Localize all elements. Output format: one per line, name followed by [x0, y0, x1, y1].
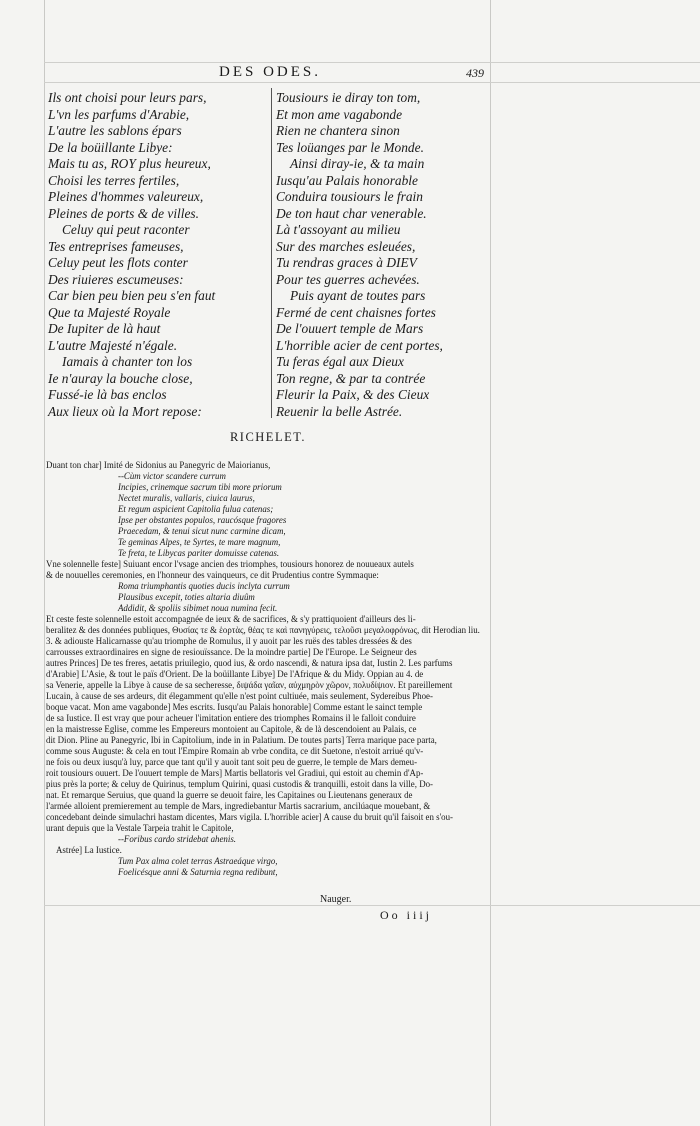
left-verse-line: Mais tu as, ROY plus heureux, — [48, 156, 211, 171]
commentary-line: & de nouuelles ceremonies, en l'honneur des vainqueurs, ce dit Prudentius contre Symmaque: — [46, 570, 379, 580]
commentary-line: Astrée] La Iustice. — [56, 845, 122, 855]
commentary-line: de sa Iustice. Il est vray que pour acheuer l'imitation entiere des triomphes Romains il le falloit conduire — [46, 713, 416, 723]
left-verse-line: Celuy peut les flots conter — [48, 255, 188, 270]
section-heading: RICHELET. — [229, 430, 307, 444]
left-verse-line: L'autre les sablons épars — [48, 123, 182, 138]
commentary-line: autres Princes] De tes freres, aetatis priuilegio, quod ius, & ordo nascendi, & natura ipsa dat, Iustin 2. Les parfums — [46, 658, 453, 668]
commentary-line: Duant ton char] Imité de Sidonius au Panegyric de Maiorianus, — [46, 460, 271, 470]
commentary-quote-line: Tum Pax alma colet terras Astraeáque virgo, — [118, 856, 278, 866]
right-verse-line: De l'ouuert temple de Mars — [276, 321, 424, 336]
right-verse-line: Tu feras égal aux Dieux — [276, 354, 404, 369]
commentary-quote-line: Ipse per obstantes populos, raucósque fragores — [118, 515, 287, 525]
right-verse-line: Iusqu'au Palais honorable — [276, 172, 418, 188]
right-verse-line: Tu rendras graces à DIEV — [276, 255, 417, 270]
commentary-line: l'armée alloient premierement au temple de Mars, ingrediebantur Martis sacrarium, ancilúaque mouebant, & — [46, 801, 431, 811]
commentary-quote-line: Plausibus excepit, toties altaria diuûm — [118, 592, 255, 602]
left-verse-line: Aux lieux où la Mort repose: — [48, 403, 202, 419]
commentary-line: boque vacat. Mon ame vagabonde] Mes escrits. Iusqu'au Palais honorable] Comme estant le sainct temple — [46, 702, 423, 712]
right-verse-line: Puis ayant de toutes pars — [290, 288, 426, 303]
running-title: DES ODES. — [218, 64, 321, 80]
commentary-line: 3. & adiouste Halicarnasse qu'au triomphe de Romulus, il y auoit par les ruës des tables dressées & des — [46, 636, 412, 646]
margin-rule-left — [44, 0, 45, 1126]
margin-rule-top — [44, 62, 700, 63]
commentary-line: Et ceste feste solennelle estoit accompagnée de ieux & de sacrifices, & s'y prattiquoient d'ailleurs des li- — [46, 614, 416, 624]
left-verse-line: Des riuieres escumeuses: — [48, 271, 184, 287]
signature-mark: Oo iiij — [380, 908, 433, 922]
commentary-quote-line: Foelicésque anni & Saturnia regna redibunt, — [118, 867, 278, 877]
left-verse-line: L'autre Majesté n'égale. — [48, 337, 178, 353]
left-verse-line: Ils ont choisi pour leurs pars, — [48, 90, 207, 105]
left-verse-line: Ie n'auray la bouche close, — [48, 370, 193, 386]
column-divider — [271, 88, 272, 418]
left-verse-line: Pleines de ports & de villes. — [48, 205, 199, 221]
commentary-line: dit Dion. Pline au Panegyric, Ibi in Capitolium, inde in in Palatium. De toutes parts] Terra marique pace parta, — [46, 735, 437, 745]
left-verse-line: L'vn les parfums d'Arabie, — [48, 106, 190, 122]
left-verse-line: Tes entreprises fameuses, — [48, 238, 184, 254]
verse-column-left — [48, 90, 273, 420]
right-verse-line: Rien ne chantera sinon — [276, 123, 400, 138]
commentary-line: carrousses extraordinaires en signe de resiouïssance. De la moindre partie] De l'Europe. Le Seigneur des — [46, 647, 417, 657]
commentary-block — [46, 460, 492, 878]
right-verse-line: Tousiours ie diray ton tom, — [276, 90, 421, 105]
commentary-quote-line: Roma triumphantis quoties ducis inclyta currum — [118, 581, 290, 591]
margin-rule-bottom — [44, 905, 700, 906]
left-verse-line: Choisi les terres fertiles, — [48, 172, 180, 188]
commentary-line: urant depuis que la Vestale Tarpeia trahit le Capitole, — [46, 823, 234, 833]
right-verse-line: Conduira tousiours le frain — [276, 189, 423, 204]
commentary-quote-line: Praecedam, & tenui sicut nunc carmine dicam, — [118, 526, 286, 536]
commentary-line: concedebant deinde simulachri hastam dicentes, Mars vigila. L'horrible acier] A cause du bruit qu'il faisoit en s'ou- — [46, 812, 454, 822]
commentary-line: beralitez & des données publiques, Θυσίας τε & ἑορτὰς, θέας τε καὶ πανηγύρεις, τελοῦσι μεγαλοφρόνως, dit Herodian liu. — [46, 625, 480, 635]
commentary-line: pius près la porte; & celuy de Quirinus, templum Quirini, quasi custodis & tranquilli, estoit dans la ville, Do- — [46, 779, 433, 789]
commentary-line: ne fois ou deux iusqu'à luy, parce que tant qu'il y auoit tant soit peu de guerre, le temple de Mars demeu- — [46, 757, 418, 767]
commentary-quote-line: --Cùm victor scandere currum — [118, 471, 226, 481]
commentary-quote-line: Nectet muralis, vallaris, ciuica laurus, — [118, 493, 255, 503]
commentary-line: nat. Et remarque Seruius, que quand la guerre se deuoit faire, les Capitaines ou Lieutenans generaux de — [46, 790, 413, 800]
right-verse-line: De ton haut char venerable. — [276, 205, 427, 221]
left-verse-line: De Iupiter de là haut — [48, 321, 161, 336]
left-verse-line: Iamais à chanter ton los — [62, 354, 193, 369]
page-number: 439 — [466, 66, 484, 80]
commentary-quote-line: Addidit, & spoliis sibimet noua numina fecit. — [118, 603, 278, 613]
commentary-line: roit tousiours ouuert. De l'ouuert temple de Mars] Martis bellatoris vel Gradiui, qui estoit au chemin d'Ap- — [46, 768, 424, 778]
right-verse-line: Et mon ame vagabonde — [276, 106, 403, 122]
right-verse-line: Fermé de cent chaisnes fortes — [276, 304, 436, 320]
commentary-line: en la maistresse Eglise, comme les Empereurs montoient au Capitole, & de là descendoient au Palais, ce — [46, 724, 417, 734]
left-verse-line: De la boüillante Libye: — [48, 139, 173, 155]
commentary-quote-line: Et regum aspicient Capitolia fulua catenas; — [118, 504, 274, 514]
commentary-quote-line: --Foribus cardo stridebat ahenis. — [118, 834, 236, 844]
left-verse-line: Fussé-ie là bas enclos — [48, 387, 167, 402]
commentary-quote-line: Te geminas Alpes, te Syrtes, te mare magnum, — [118, 537, 281, 547]
quote-author: Nauger. — [320, 894, 352, 905]
right-verse-line: Tes loüanges par le Monde. — [276, 139, 424, 155]
commentary-line: d'Arabie] L'Asie, & tout le païs d'Orient. De la boüillante Libye] De l'Afrique & du Midy. Oppian au 4. de — [46, 669, 424, 679]
right-verse-line: L'horrible acier de cent portes, — [276, 337, 443, 353]
left-verse-line: Car bien peu bien peu s'en faut — [48, 288, 216, 303]
right-verse-line: Sur des marches esleuées, — [276, 238, 416, 254]
commentary-line: Lucain, à cause de ses ardeurs, dit élegamment qu'elle n'est point cultiuée, mais seulement, Sydereibus Phoe- — [46, 691, 433, 701]
left-verse-line: Que ta Majesté Royale — [48, 304, 171, 320]
right-verse-line: Fleurir la Paix, & des Cieux — [276, 387, 430, 402]
running-head — [0, 64, 700, 84]
right-verse-line: Pour tes guerres achevées. — [276, 271, 420, 287]
right-verse-line: Là t'assoyant au milieu — [276, 222, 401, 237]
right-verse-line: Ainsi diray-ie, & ta main — [290, 156, 425, 171]
commentary-quote-line: Incipies, crinemque sacrum tibi more priorum — [118, 482, 282, 492]
left-verse-line: Pleines d'hommes valeureux, — [48, 189, 204, 204]
left-verse-line: Celuy qui peut raconter — [62, 222, 190, 237]
verse-column-right — [276, 90, 486, 420]
commentary-quote-line: Te freta, te Libycas pariter domuisse catenas. — [118, 548, 280, 558]
commentary-line: sa Venerie, appelle la Libye à cause de sa secheresse, διψάδα γαῖαν, αὐχμηρὸν χῶρον, πολυδίψιον. Et pareillement — [46, 680, 453, 690]
commentary-line: Vne solennelle feste] Suiuant encor l'vsage ancien des triomphes, tousiours honorez de nouueaux autels — [46, 559, 414, 569]
commentary-line: comme sous Auguste: & cela en tout l'Empire Romain ab vrbe condita, ce dit Suetone, n'estoit arriué qu'v- — [46, 746, 424, 756]
right-verse-line: Ton regne, & par ta contrée — [276, 370, 426, 386]
right-verse-line: Reuenir la belle Astrée. — [276, 403, 403, 419]
